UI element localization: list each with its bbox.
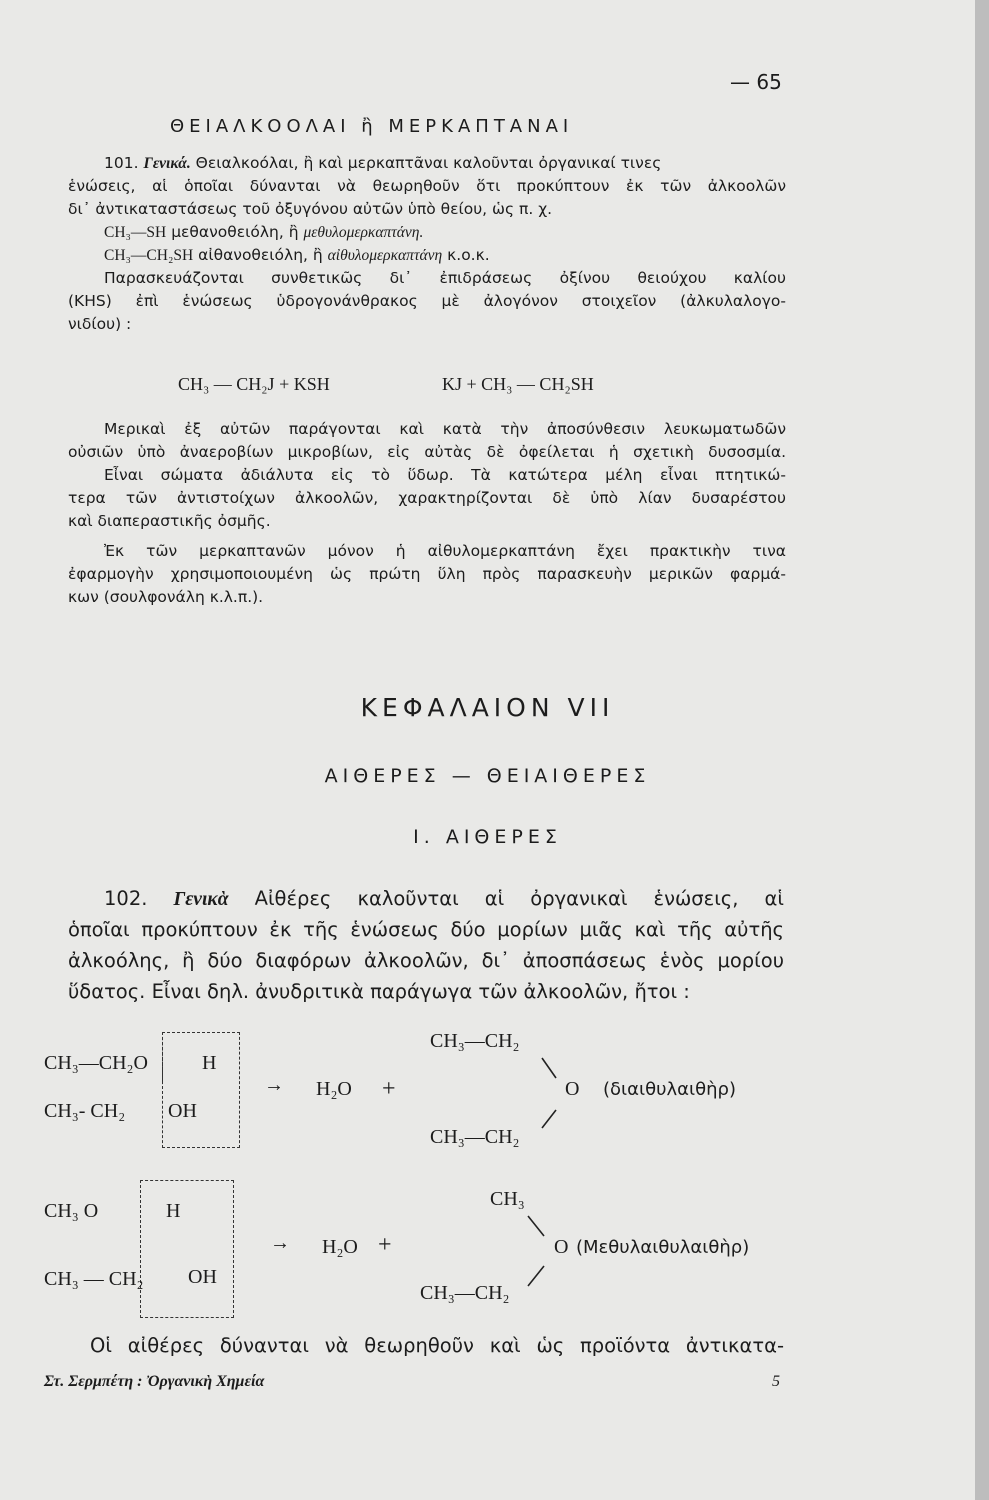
reaction-2-name: (Μεθυλαιθυλαιθὴρ) (576, 1237, 750, 1258)
reaction-2-bonds (518, 1210, 558, 1290)
chapter-subtitle: ΑΙΘΕΡΕΣ — ΘΕΙΑΙΘΕΡΕΣ (324, 765, 651, 787)
p101-line-5: CH₃—CH₂SH αἰθανοθειόλη, ἢ αἰθυλομερκαπτάνη κ.ο.κ. (104, 246, 490, 264)
reaction-1-oxygen: O (565, 1078, 580, 1100)
reaction-1-water-box (162, 1032, 240, 1148)
p102-heading: Γενικὰ (173, 889, 229, 910)
p101b-line-6: Ἐκ τῶν μερκαπτανῶν μόνον ἡ αἰθυλομερκαπτάνη ἔχει πρακτικὴν τινα (104, 542, 786, 560)
reaction-2-plus: + (378, 1232, 392, 1258)
p101-heading: Γενικά. (143, 155, 191, 172)
footer-signature-mark: 5 (772, 1373, 780, 1390)
reaction-2-oxygen: O (554, 1236, 569, 1258)
p101b-line-8: κων (σουλφονάλη κ.λ.π.). (68, 588, 264, 606)
reaction-1-reactant-2: CH₃- CH₂ (44, 1100, 126, 1122)
reaction-2-product-top: CH₃ (490, 1188, 525, 1210)
reaction-2-arrow: → (270, 1232, 290, 1254)
reaction-1-plus: + (382, 1076, 396, 1102)
chapter-title: ΚΕΦΑΛΑΙΟΝ VII (360, 693, 615, 722)
reaction-2-water-box (140, 1180, 234, 1318)
p101-line-4: CH₃—SH μεθανοθειόλη, ἢ μεθυλομερκαπτάνη. (104, 223, 424, 241)
reaction-1-name: (διαιθυλαιθὴρ) (603, 1079, 736, 1100)
equation-1-right: KJ + CH₃ — CH₂SH (442, 374, 594, 394)
p101b-line-2: οὐσιῶν ὑπὸ ἀναεροβίων μικροβίων, εἰς αὐτὰς δὲ ὀφείλεται ἡ σχετικὴ δυσοσμία. (68, 443, 786, 461)
reaction-2-product-bottom: CH₃—CH₂ (420, 1282, 510, 1304)
formula-ethanethiol: CH₃—CH₂SH (104, 247, 194, 264)
reaction-1-hydroxyl: OH (168, 1100, 197, 1122)
reaction-1-product-bottom: CH₃—CH₂ (430, 1126, 520, 1148)
reaction-2-hydroxyl: OH (188, 1266, 217, 1288)
p101-line-1: 101. Γενικά. Θειαλκοόλαι, ἢ καὶ μερκαπτᾶναι καλοῦνται ὀργανικαί τινες (104, 154, 662, 172)
page-edge (975, 0, 989, 1500)
reaction-1-hydrogen: H (202, 1052, 217, 1074)
p101-line-2: ἑνώσεις, αἱ ὁποῖαι δύνανται νὰ θεωρηθοῦν ὅτι προκύπτουν ἐκ τῶν ἀλκοολῶν (68, 177, 786, 195)
p101-line-3: δι᾽ ἀντικαταστάσεως τοῦ ὀξυγόνου αὐτῶν ὑπὸ θείου, ὡς π. χ. (68, 200, 553, 218)
section-subtitle: I. ΑΙΘΕΡΕΣ (413, 826, 562, 848)
formula-methanethiol: CH₃—SH (104, 224, 167, 241)
p101b-line-5: καὶ διαπεραστικῆς ὀσμῆς. (68, 512, 271, 530)
page-number: — 65 (730, 70, 782, 94)
footer-citation: Στ. Σερμπέτη : Ὀργανικὴ Χημεία (44, 1373, 265, 1390)
reaction-1-water: H₂O (316, 1078, 352, 1100)
reaction-2-reactant-2: CH₃ — CH₂ (44, 1268, 144, 1290)
p102-line-4: ὕδατος. Εἶναι δηλ. ἀνυδριτικὰ παράγωγα τῶν ἀλκοολῶν, ἤτοι : (68, 980, 690, 1003)
p101b-line-4: τερα τῶν ἀντιστοίχων ἀλκοολῶν, χαρακτηρίζονται δὲ ὑπὸ λίαν δυσαρέστου (68, 489, 786, 507)
reaction-1-bonds (530, 1052, 570, 1132)
equation-1-left: CH₃ — CH₂J + KSH (178, 374, 330, 394)
reaction-1-arrow: → (264, 1074, 284, 1096)
p101b-line-1: Μερικαὶ ἐξ αὐτῶν παράγονται καὶ κατὰ τὴν ἀποσύνθεσιν λευκωματωδῶν (104, 420, 786, 438)
section-title: ΘΕΙΑΛΚΟΟΛΑΙ ἢ ΜΕΡΚΑΠΤΑΝΑΙ (170, 116, 574, 137)
last-text-line: Οἱ αἰθέρες δύνανται νὰ θεωρηθοῦν καὶ ὡς προϊόντα ἀντικατα- (90, 1334, 784, 1357)
p101-line-8: νιδίου) : (68, 315, 132, 333)
reaction-1-reactant-1: CH₃—CH₂O (44, 1052, 148, 1074)
p102-line-1: 102. Γενικὰ Αἰθέρες καλοῦνται αἱ ὀργανικαὶ ἑνώσεις, αἱ (104, 887, 785, 910)
p101-line-7: (KHS) ἐπὶ ἑνώσεως ὑδρογονάνθρακος μὲ ἀλογόνον στοιχεῖον (ἀλκυλαλογο- (68, 292, 786, 310)
p101b-line-3: Εἶναι σώματα ἀδιάλυτα εἰς τὸ ὕδωρ. Τὰ κατώτερα μέλη εἶναι πτητικώ- (104, 466, 786, 484)
reaction-2-water: H₂O (322, 1236, 358, 1258)
p101-line-6: Παρασκευάζονται συνθετικῶς δι᾽ ἐπιδράσεως ὀξίνου θειούχου καλίου (104, 269, 786, 287)
reaction-1-product-top: CH₃—CH₂ (430, 1030, 520, 1052)
p102-line-2: ὁποῖαι προκύπτουν ἐκ τῆς ἑνώσεως δύο μορίων μιᾶς καὶ τῆς αὐτῆς (68, 918, 784, 941)
p101b-line-7: ἐφαρμογὴν χρησιμοποιουμένη ὡς πρώτη ὕλη πρὸς παρασκευὴν μερικῶν φαρμά- (68, 565, 786, 583)
p102-line-3: ἀλκοόλης, ἢ δύο διαφόρων ἀλκοολῶν, δι᾽ ἀποσπάσεως ἑνὸς μορίου (68, 949, 784, 972)
reaction-2-hydrogen: H (166, 1200, 181, 1222)
reaction-2-reactant-1: CH₃ O (44, 1200, 99, 1222)
